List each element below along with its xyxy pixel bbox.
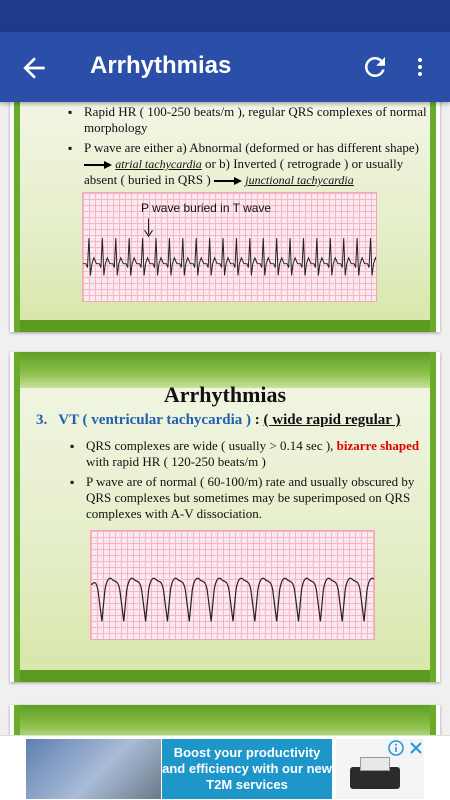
ad-image-truck[interactable] <box>26 739 161 799</box>
bullet-item: ▪ P wave are of normal ( 60-100/m) rate and usually obscured by QRS complexes but sometimes may be superimposed on QRS complexes with A-V dissociation. <box>70 474 430 522</box>
ecg-waveform <box>91 578 374 621</box>
refresh-icon[interactable] <box>360 52 390 82</box>
slide-footer-bar <box>20 670 430 682</box>
slide-footer-bar <box>20 320 430 332</box>
close-icon[interactable] <box>408 740 424 756</box>
app-bar <box>0 32 450 102</box>
arrow-down-icon <box>145 219 153 237</box>
annotation-atrial: atrial tachycardia <box>115 157 202 171</box>
arrow-right-icon <box>84 160 112 170</box>
slide-heading: Arrhythmias <box>163 382 287 407</box>
ecg-label: P wave buried in T wave <box>141 201 272 215</box>
status-bar <box>0 0 450 32</box>
info-icon[interactable] <box>388 740 404 756</box>
bullet-item: ▪ QRS complexes are wide ( usually > 0.14 sec ), bizarre shaped with rapid HR ( 120-250 beats/m ) <box>70 438 430 470</box>
bullet-item: ▪ P wave are either a) Abnormal (deformed or has different shape) atrial tachycardia or b) Inverted ( retrograde ) or usually absent ( buried in QRS ) junctional tachycardia <box>68 140 428 188</box>
slide-card <box>10 352 440 682</box>
slide-background <box>14 102 436 332</box>
annotation-junctional: junctional tachycardia <box>245 173 354 187</box>
slide-header-bar <box>20 705 430 735</box>
slide-background <box>14 352 436 682</box>
arrow-left-icon[interactable] <box>18 52 50 84</box>
page-title: Arrhythmias <box>90 52 232 79</box>
more-vertical-icon[interactable] <box>408 52 432 82</box>
bullet-list <box>70 438 430 526</box>
vt-heading: 3. VT ( ventricular tachycardia ) : ( wide rapid regular ) <box>36 412 401 428</box>
slide-background <box>14 705 436 735</box>
bullet-list <box>68 104 428 192</box>
bullet-item: ▪ Rapid HR ( 100-250 beats/m ), regular QRS complexes of normal morphology <box>68 104 428 136</box>
slides-list[interactable] <box>0 102 450 735</box>
ad-text[interactable]: Boost your productivity and efficiency with our new T2M services <box>162 739 332 799</box>
ecg-strip-svt <box>82 192 377 302</box>
slide-card <box>10 102 440 332</box>
ecg-waveform <box>83 238 376 275</box>
arrow-right-icon <box>214 176 242 186</box>
ecg-trace <box>91 531 374 639</box>
ad-banner[interactable] <box>0 735 450 800</box>
ecg-strip-vt <box>90 530 375 640</box>
slide-card <box>10 705 440 735</box>
